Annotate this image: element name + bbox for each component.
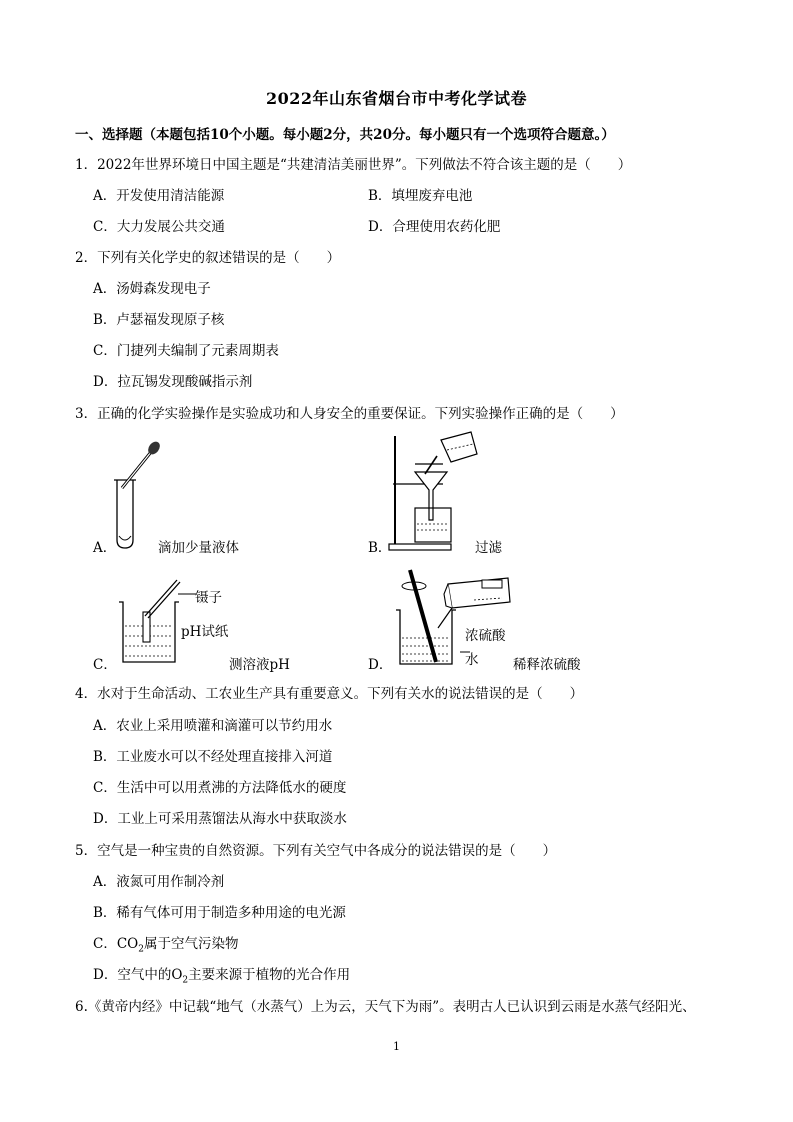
question-2-stem: 2．下列有关化学史的叙述错误的是（ ） xyxy=(75,250,341,266)
q3-option-a-letter: A． xyxy=(93,540,117,556)
q5-c-subscript: 2 xyxy=(138,944,144,955)
question-4-stem: 4．水对于生命活动、工农业生产具有重要意义。下列有关水的说法错误的是（ ） xyxy=(75,686,584,702)
q3-option-c-caption: 测溶液pH xyxy=(229,657,290,673)
question-1-option-b: B．填埋废弃电池 xyxy=(368,188,473,204)
question-1-stem: 1．2022年世界环境日中国主题是“共建清洁美丽世界”。下列做法不符合该主题的是（ ） xyxy=(75,157,632,173)
section-heading: 一、选择题（本题包括10个小题。每小题2分，共20分。每小题只有一个选项符合题意。） xyxy=(75,127,615,143)
q3-option-d-caption: 稀释浓硫酸 xyxy=(513,657,581,673)
q3-option-a-caption: 滴加少量液体 xyxy=(158,540,239,556)
q3-d-label-acid: 浓硫酸 xyxy=(465,628,506,644)
question-5-option-d xyxy=(93,966,350,990)
question-2-option-c: C．门捷列夫编制了元素周期表 xyxy=(93,343,279,359)
question-4-option-b: B．工业废水可以不经处理直接排入河道 xyxy=(93,749,333,765)
q3-c-label-tweezers: 镊子 xyxy=(195,590,222,606)
q5-d-subscript: 2 xyxy=(182,975,189,986)
q3-option-d-letter: D． xyxy=(368,657,393,673)
q5-c-suffix: 属于空气污染物 xyxy=(143,936,239,952)
question-2-option-b: B．卢瑟福发现原子核 xyxy=(93,312,225,328)
question-5-option-b: B．稀有气体可用于制造多种用途的电光源 xyxy=(93,905,346,921)
q5-c-prefix: C．CO xyxy=(93,936,139,952)
q3-option-c-letter: C． xyxy=(93,657,117,673)
page-number: 1 xyxy=(393,1040,400,1053)
q3-option-b-caption: 过滤 xyxy=(475,540,502,556)
tweezers-pointer xyxy=(178,592,198,596)
question-3-stem: 3．正确的化学实验操作是实验成功和人身安全的重要保证。下列实验操作正确的是（ ） xyxy=(75,406,624,422)
question-2-option-a: A．汤姆森发现电子 xyxy=(93,281,211,297)
figure-b-filtration xyxy=(385,428,480,553)
q5-d-prefix: D．空气中的O xyxy=(93,967,183,983)
question-5-stem: 5．空气是一种宝贵的自然资源。下列有关空气中各成分的说法错误的是（ ） xyxy=(75,843,557,859)
question-5-option-c xyxy=(93,935,238,959)
figure-c-ph-test xyxy=(115,578,185,668)
question-1-option-d: D．合理使用农药化肥 xyxy=(368,219,501,235)
page-title: 2022年山东省烟台市中考化学试卷 xyxy=(265,89,528,108)
question-1-option-c: C．大力发展公共交通 xyxy=(93,219,225,235)
q3-c-label-paper: pH试纸 xyxy=(181,624,229,640)
question-4-option-c: C．生活中可以用煮沸的方法降低水的硬度 xyxy=(93,780,347,796)
q3-d-label-water: 水 xyxy=(465,652,479,668)
question-4-option-a: A．农业上采用喷灌和滴灌可以节约用水 xyxy=(93,718,333,734)
question-6-stem: 6.《黄帝内经》中记载“地气（水蒸气）上为云，天气下为雨”。表明古人已认识到云雨是水蒸气经阳光、 xyxy=(75,999,696,1015)
q3-option-b-letter: B． xyxy=(368,540,392,556)
question-4-option-d: D．工业上可采用蒸馏法从海水中获取淡水 xyxy=(93,811,347,827)
question-2-option-d: D．拉瓦锡发现酸碱指示剂 xyxy=(93,374,253,390)
question-5-option-a: A．液氮可用作制冷剂 xyxy=(93,874,225,890)
question-1-option-a: A．开发使用清洁能源 xyxy=(93,188,225,204)
q5-d-suffix: 主要来源于植物的光合作用 xyxy=(188,967,351,983)
